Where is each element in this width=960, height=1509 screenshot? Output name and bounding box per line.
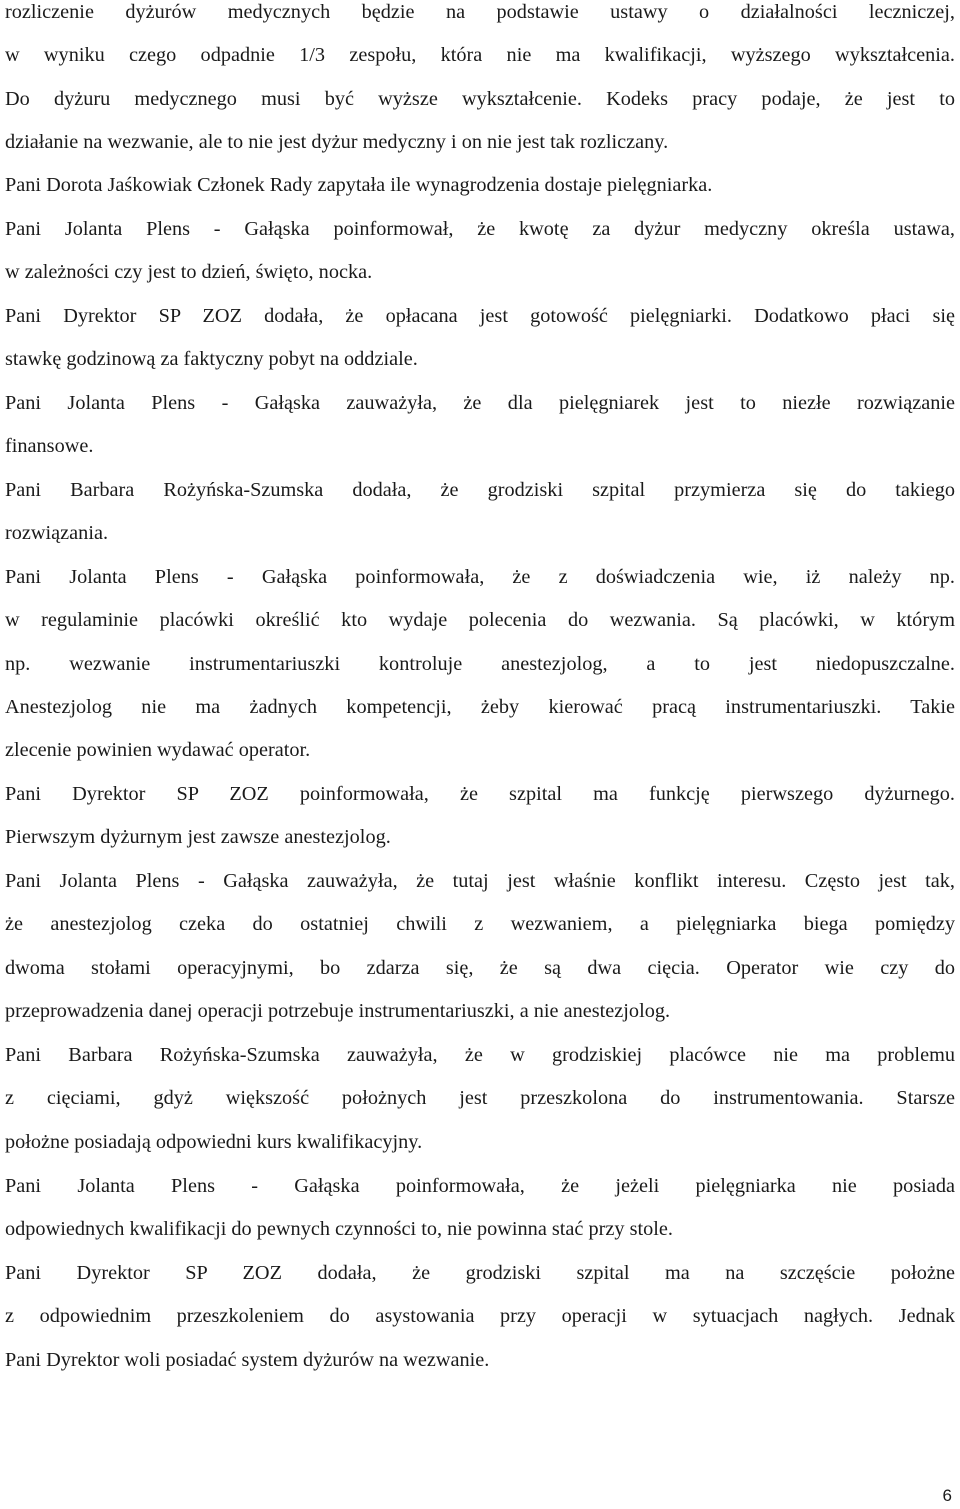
text-line: Pani Jolanta Plens - Gałąska poinformowała, że jeżeli pielęgniarka nie posiada (5, 1175, 955, 1197)
text-line: Pani Jolanta Plens - Gałąska poinformował, że kwotę za dyżur medyczny określa ustawa, (5, 218, 955, 240)
text-line: Pani Dyrektor SP ZOZ dodała, że grodziski szpital ma na szczęście położne (5, 1262, 955, 1284)
text-line: przeprowadzenia danej operacji potrzebuje instrumentariuszki, a nie anestezjolog. (5, 1000, 671, 1022)
page-number: 6 (942, 1486, 952, 1505)
text-line: w wyniku czego odpadnie 1/3 zespołu, która nie ma kwalifikacji, wyższego wykształcenia. (5, 44, 955, 66)
text-line: Pani Jolanta Plens - Gałąska zauważyła, że tutaj jest właśnie konflikt interesu. Często jest tak, (5, 870, 955, 892)
text-line: Pani Jolanta Plens - Gałąska zauważyła, że dla pielęgniarek jest to niezłe rozwiązanie (5, 392, 955, 414)
text-line: np. wezwanie instrumentariuszki kontroluje anestezjolog, a to jest niedopuszczalne. (5, 653, 955, 675)
text-line: że anestezjolog czeka do ostatniej chwili z wezwaniem, a pielęgniarka biega pomiędzy (5, 913, 955, 935)
text-line: odpowiednych kwalifikacji do pewnych czynności to, nie powinna stać przy stole. (5, 1218, 673, 1240)
text-line: Pani Jolanta Plens - Gałąska poinformowała, że z doświadczenia wie, iż należy np. (5, 566, 955, 588)
text-line: Pani Dyrektor SP ZOZ poinformowała, że szpital ma funkcję pierwszego dyżurnego. (5, 783, 955, 805)
text-line: finansowe. (5, 435, 94, 457)
text-line: działanie na wezwanie, ale to nie jest dyżur medyczny i on nie jest tak rozliczany. (5, 131, 669, 153)
text-line: Pani Barbara Rożyńska-Szumska zauważyła, że w grodziskiej placówce nie ma problemu (5, 1044, 955, 1066)
text-line: Pani Dyrektor SP ZOZ dodała, że opłacana jest gotowość pielęgniarki. Dodatkowo płaci się (5, 305, 955, 327)
text-line: Pani Barbara Rożyńska-Szumska dodała, że grodziski szpital przymierza się do takiego (5, 479, 955, 501)
text-line: Pani Dyrektor woli posiadać system dyżurów na wezwanie. (5, 1349, 490, 1371)
text-line: Anestezjolog nie ma żadnych kompetencji, żeby kierować pracą instrumentariuszki. Takie (5, 696, 955, 718)
text-line: z odpowiednim przeszkoleniem do asystowania przy operacji w sytuacjach nagłych. Jednak (5, 1305, 955, 1327)
text-line: rozwiązania. (5, 522, 109, 544)
text-line: z cięciami, gdyż większość położnych jest przeszkolona do instrumentowania. Starsze (5, 1087, 955, 1109)
text-line: w zależności czy jest to dzień, święto, nocka. (5, 261, 373, 283)
text-line: dwoma stołami operacyjnymi, bo zdarza się, że są dwa cięcia. Operator wie czy do (5, 957, 955, 979)
text-line: Pani Dorota Jaśkowiak Członek Rady zapytała ile wynagrodzenia dostaje pielęgniarka. (5, 174, 713, 196)
text-line: stawkę godzinową za faktyczny pobyt na oddziale. (5, 348, 418, 370)
text-line: położne posiadają odpowiedni kurs kwalifikacyjny. (5, 1131, 423, 1153)
text-line: w regulaminie placówki określić kto wydaje polecenia do wezwania. Są placówki, w którym (5, 609, 955, 631)
text-line: Do dyżuru medycznego musi być wyższe wykształcenie. Kodeks pracy podaje, że jest to (5, 88, 955, 110)
text-line: Pierwszym dyżurnym jest zawsze anestezjolog. (5, 826, 391, 848)
text-line: rozliczenie dyżurów medycznych będzie na podstawie ustawy o działalności leczniczej, (5, 1, 955, 23)
text-line: zlecenie powinien wydawać operator. (5, 739, 311, 761)
